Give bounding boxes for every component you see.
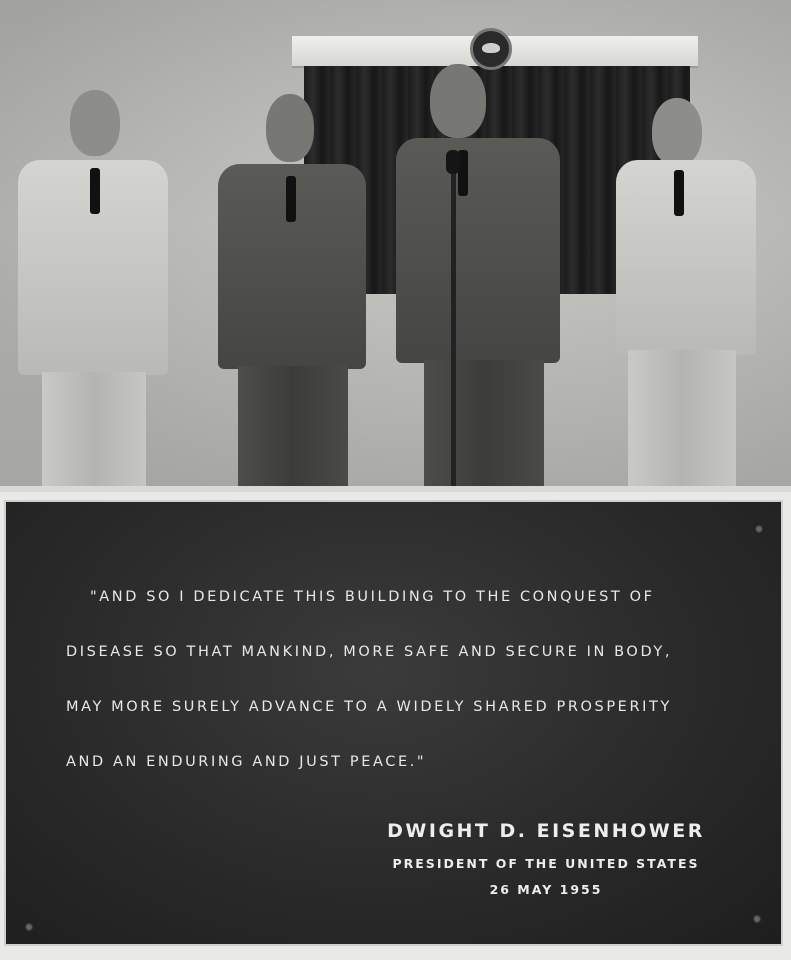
screw-icon xyxy=(24,922,34,932)
officer-left-head xyxy=(70,90,120,156)
dedication-quote xyxy=(66,582,746,802)
officer-speaker xyxy=(396,64,560,488)
screw-icon xyxy=(752,914,762,924)
officer-center-left xyxy=(218,94,366,490)
signature-name: DWIGHT D. EISENHOWER xyxy=(387,820,705,842)
quote-line: AND AN ENDURING AND JUST PEACE." xyxy=(66,754,427,770)
dedication-plaque xyxy=(4,500,783,946)
officer-center-left-tie xyxy=(286,176,296,222)
officer-speaker-legs xyxy=(424,360,544,488)
microphone-icon xyxy=(446,150,460,174)
quote-line: MAY MORE SURELY ADVANCE TO A WIDELY SHARED PROSPERITY xyxy=(66,699,672,715)
quote-line: "AND SO I DEDICATE THIS BUILDING TO THE CONQUEST OF xyxy=(90,589,655,605)
photo-bottom-edge xyxy=(0,486,791,492)
officer-right-head xyxy=(652,98,702,166)
officer-center-left-legs xyxy=(238,366,348,490)
officer-right-legs xyxy=(628,350,736,488)
officer-right-tie xyxy=(674,170,684,216)
signature-date: 26 MAY 1955 xyxy=(489,882,603,897)
officer-center-left-head xyxy=(266,94,314,162)
officer-speaker-head xyxy=(430,64,486,138)
officer-speaker-torso xyxy=(396,138,560,363)
microphone-stand xyxy=(451,160,456,490)
officer-left-legs xyxy=(42,372,146,490)
officer-right xyxy=(616,98,756,488)
officer-left-tie xyxy=(90,168,100,214)
officer-right-torso xyxy=(616,160,756,355)
signature-title: PRESIDENT OF THE UNITED STATES xyxy=(392,856,700,871)
officer-left xyxy=(18,90,168,490)
screw-icon xyxy=(754,524,764,534)
quote-line: DISEASE SO THAT MANKIND, MORE SAFE AND SECURE IN BODY, xyxy=(66,644,673,660)
